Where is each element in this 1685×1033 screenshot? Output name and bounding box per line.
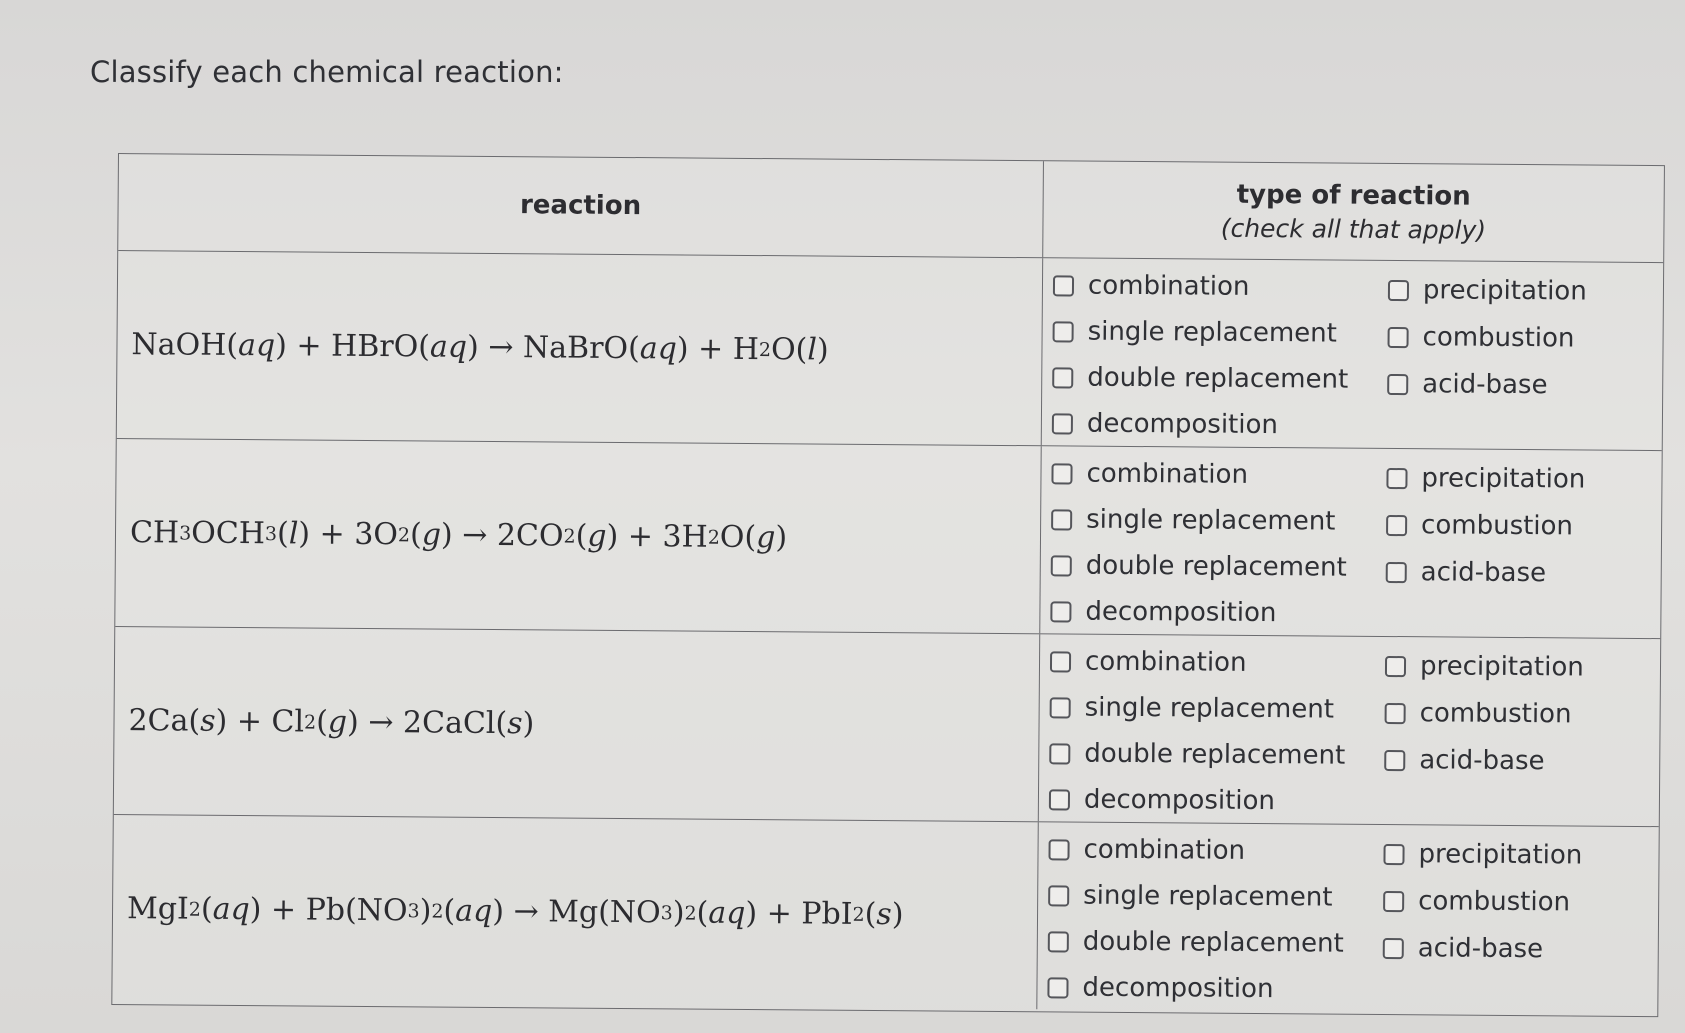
eq-subscript: 2 (852, 903, 865, 926)
eq-state: l (288, 516, 299, 552)
option-label: precipitation (1418, 839, 1583, 871)
checkbox[interactable] (1053, 321, 1074, 342)
header-type (1043, 161, 1664, 262)
option-double-replacement[interactable] (1052, 362, 1348, 394)
type-options (1040, 446, 1661, 638)
checkbox[interactable] (1383, 843, 1404, 864)
option-label: single replacement (1083, 880, 1333, 913)
option-label: combination (1086, 458, 1249, 490)
option-label: precipitation (1422, 275, 1587, 307)
eq-part: CH (129, 515, 180, 551)
eq-part: ) (522, 706, 535, 742)
option-precipitation[interactable] (1385, 651, 1584, 683)
eq-subscript: 2 (684, 901, 697, 925)
checkbox[interactable] (1383, 890, 1404, 911)
option-label: combination (1087, 270, 1250, 302)
eq-part: ) (891, 897, 904, 933)
eq-state: g (421, 517, 442, 553)
option-label: combustion (1420, 510, 1574, 542)
option-acid-base[interactable] (1384, 745, 1545, 776)
type-options (1039, 634, 1660, 826)
eq-state: aq (639, 331, 678, 367)
header-type-title: type of reaction (1236, 179, 1471, 212)
option-acid-base[interactable] (1387, 369, 1548, 400)
eq-state: l (807, 332, 818, 368)
prompt-text: Classify each chemical reaction: (90, 55, 564, 89)
option-label: decomposition (1083, 784, 1276, 817)
option-combination[interactable] (1051, 458, 1248, 490)
option-label: precipitation (1419, 651, 1584, 683)
eq-state: s (507, 706, 523, 742)
option-label: single replacement (1084, 692, 1335, 725)
option-single-replacement[interactable] (1050, 692, 1335, 724)
option-combination[interactable] (1050, 646, 1247, 678)
eq-part: ) + Pb(NO (249, 892, 408, 929)
checkbox[interactable] (1049, 743, 1070, 764)
option-precipitation[interactable] (1388, 275, 1587, 307)
eq-part: O( (719, 519, 757, 556)
checkbox[interactable] (1388, 326, 1409, 347)
checkbox[interactable] (1052, 413, 1073, 434)
eq-state: aq (429, 329, 468, 365)
eq-part: ) + 3H (606, 518, 708, 555)
eq-part: ) → NaBrO( (466, 329, 640, 367)
option-label: double replacement (1085, 550, 1347, 583)
eq-subscript: 2 (397, 523, 411, 546)
eq-part: ) + H (676, 331, 760, 368)
checkbox[interactable] (1048, 885, 1069, 906)
eq-part: ) + Cl (215, 703, 305, 740)
option-single-replacement[interactable] (1051, 504, 1336, 536)
checkbox[interactable] (1386, 514, 1407, 535)
eq-part: ) (775, 520, 788, 556)
eq-state: s (876, 896, 892, 933)
option-single-replacement[interactable] (1048, 880, 1333, 912)
eq-subscript: 2 (303, 710, 317, 734)
checkbox[interactable] (1383, 937, 1404, 958)
checkbox[interactable] (1050, 601, 1071, 622)
eq-subscript: 2 (563, 525, 576, 548)
option-double-replacement[interactable] (1051, 550, 1347, 582)
equation-2 (115, 439, 1041, 633)
checkbox[interactable] (1049, 789, 1070, 810)
eq-part: NaOH( (131, 327, 239, 363)
option-label: double replacement (1082, 926, 1344, 959)
option-combustion[interactable] (1386, 510, 1573, 541)
checkbox[interactable] (1048, 839, 1069, 860)
eq-part: MgI (126, 891, 189, 927)
eq-part: ( (575, 518, 588, 554)
option-decomposition[interactable] (1049, 784, 1275, 816)
option-acid-base[interactable] (1386, 557, 1547, 588)
checkbox[interactable] (1051, 509, 1072, 530)
type-options (1042, 258, 1663, 450)
equation-3 (114, 627, 1040, 821)
eq-state: g (327, 704, 348, 740)
option-label: single replacement (1086, 504, 1336, 537)
eq-state: aq (455, 893, 493, 929)
option-label: combination (1083, 834, 1246, 866)
option-combustion[interactable] (1383, 886, 1570, 917)
checkbox[interactable] (1051, 463, 1072, 484)
eq-part: ) → Mg(NO (492, 893, 661, 931)
eq-subscript: 2 (758, 338, 772, 361)
option-combustion[interactable] (1385, 698, 1572, 729)
eq-part: ) (816, 332, 829, 368)
option-label: combustion (1419, 698, 1572, 730)
option-label: decomposition (1082, 972, 1274, 1005)
eq-part: ) + HBrO( (275, 328, 431, 365)
option-decomposition[interactable] (1050, 596, 1276, 628)
option-double-replacement[interactable] (1048, 926, 1344, 958)
checkbox[interactable] (1050, 697, 1071, 718)
checkbox[interactable] (1047, 977, 1068, 998)
table-row (112, 815, 1658, 1014)
option-combustion[interactable] (1387, 322, 1574, 353)
eq-state: aq (708, 895, 746, 931)
checkbox[interactable] (1053, 275, 1074, 296)
table-header (118, 154, 1664, 263)
option-label: precipitation (1421, 463, 1586, 495)
eq-part: O( (770, 332, 808, 368)
reaction-table (111, 153, 1665, 1017)
checkbox[interactable] (1050, 651, 1071, 672)
eq-part: ( (276, 516, 289, 552)
option-label: decomposition (1086, 408, 1279, 441)
option-label: single replacement (1087, 316, 1338, 349)
option-acid-base[interactable] (1383, 933, 1544, 964)
eq-part: 2Ca( (128, 703, 201, 739)
option-label: decomposition (1085, 596, 1277, 629)
checkbox[interactable] (1386, 467, 1407, 488)
eq-state: s (200, 703, 216, 739)
checkbox[interactable] (1048, 931, 1069, 952)
eq-part: ( (316, 704, 329, 740)
checkbox[interactable] (1052, 367, 1073, 388)
equation-4 (112, 815, 1038, 1009)
option-label: acid-base (1422, 369, 1548, 401)
eq-part: ( (409, 517, 422, 553)
header-type-subtitle: (check all that apply) (1220, 213, 1487, 245)
eq-state: aq (212, 891, 250, 928)
header-reaction: reaction (118, 154, 1044, 257)
eq-state: g (756, 520, 776, 556)
equation-1 (117, 251, 1043, 445)
checkbox[interactable] (1386, 561, 1407, 582)
checkbox[interactable] (1388, 279, 1409, 300)
option-label: double replacement (1084, 738, 1346, 771)
checkbox[interactable] (1387, 373, 1408, 394)
checkbox[interactable] (1384, 749, 1405, 770)
option-label: combination (1084, 646, 1247, 678)
option-decomposition[interactable] (1052, 408, 1278, 440)
eq-part: ) (672, 895, 685, 931)
eq-part: ( (200, 891, 213, 927)
option-combination[interactable] (1048, 834, 1245, 866)
option-double-replacement[interactable] (1049, 738, 1345, 770)
option-label: combustion (1418, 886, 1571, 918)
eq-part: OCH (191, 515, 266, 552)
eq-part: ) + PbI (745, 895, 853, 932)
eq-part: ( (696, 895, 709, 931)
option-decomposition[interactable] (1047, 972, 1273, 1004)
eq-part: ( (443, 893, 456, 929)
eq-subscript: 3 (264, 522, 278, 545)
eq-subscript: 2 (707, 526, 720, 549)
eq-subscript: 3 (179, 521, 192, 545)
checkbox[interactable] (1385, 702, 1406, 723)
option-precipitation[interactable] (1386, 463, 1585, 495)
eq-part: ) → 2CO (440, 517, 564, 554)
option-label: acid-base (1419, 745, 1545, 777)
option-label: acid-base (1420, 557, 1547, 589)
eq-subscript: 3 (407, 899, 420, 922)
option-label: acid-base (1417, 933, 1544, 965)
eq-state: g (587, 518, 607, 554)
checkbox[interactable] (1051, 555, 1072, 576)
table-row (115, 439, 1661, 639)
checkbox[interactable] (1385, 655, 1406, 676)
eq-part: ( (864, 896, 877, 932)
table-row (117, 251, 1663, 451)
eq-state: aq (237, 327, 276, 364)
eq-subscript: 2 (188, 898, 202, 921)
eq-part: ) (419, 893, 432, 929)
eq-part: ) + 3O (298, 516, 399, 553)
eq-part: ) → 2CaCl( (346, 704, 508, 742)
eq-subscript: 3 (660, 901, 673, 924)
type-options (1037, 822, 1658, 1014)
option-label: combustion (1422, 322, 1575, 354)
option-single-replacement[interactable] (1053, 316, 1338, 348)
option-precipitation[interactable] (1383, 839, 1582, 871)
table-row (114, 627, 1660, 827)
eq-subscript: 2 (431, 899, 444, 923)
option-combination[interactable] (1053, 270, 1250, 302)
option-label: double replacement (1087, 362, 1349, 395)
